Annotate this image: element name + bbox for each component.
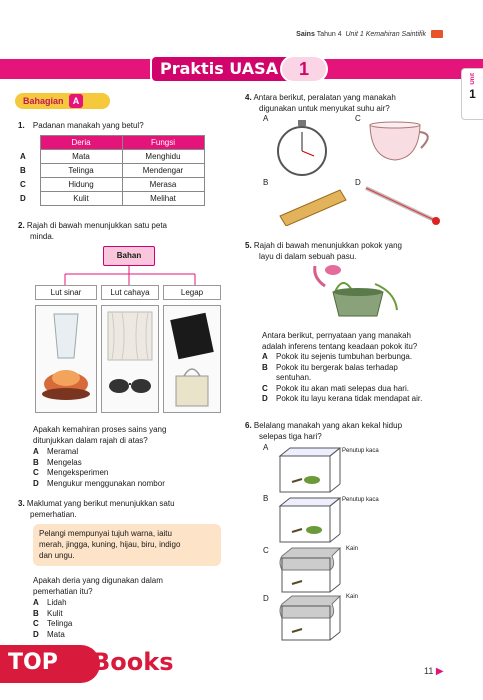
unit-tab-label: Unit bbox=[469, 73, 476, 85]
option-item[interactable]: B Mengelas bbox=[33, 457, 82, 467]
tank-c[interactable] bbox=[278, 544, 342, 596]
unit-tab bbox=[461, 68, 483, 120]
cloth-covered-tank-image bbox=[278, 592, 342, 642]
signal-icon bbox=[431, 30, 443, 38]
cloth-covered-tank-image bbox=[278, 544, 342, 594]
option-label-b: B bbox=[263, 178, 269, 187]
subject-label: Sains bbox=[296, 30, 315, 38]
unit-label: Unit 1 Kemahiran Saintifik bbox=[345, 30, 427, 38]
senses-table bbox=[20, 135, 205, 206]
tank-label-d: D bbox=[263, 594, 269, 603]
page-header bbox=[296, 30, 443, 38]
table-header-fungsi: Fungsi bbox=[122, 136, 204, 150]
mind-map-branch-lut-sinar: Lut sinar bbox=[35, 285, 97, 300]
tank-a[interactable] bbox=[278, 446, 342, 496]
question-2-text: Rajah di bawah menunjukkan satu peta bbox=[26, 221, 167, 230]
tank-d[interactable] bbox=[278, 592, 342, 644]
mind-map-lines bbox=[35, 266, 215, 286]
question-5-text: Rajah di bawah menunjukkan pokok yang bbox=[253, 241, 403, 250]
tank-label-a: A bbox=[263, 443, 269, 452]
question-1-number: 1. bbox=[18, 121, 25, 130]
mind-map-branch-legap: Legap bbox=[163, 285, 221, 300]
observation-note: Pelangi mempunyai tujuh warna, iaitu merah, jingga, kuning, hijau, biru, indigo dan ungu. bbox=[33, 524, 221, 566]
teacup-image[interactable] bbox=[365, 120, 440, 165]
table-row: C Hidung Merasa bbox=[20, 178, 204, 192]
table-row: A Mata Menghidu bbox=[20, 150, 204, 164]
tank-label-c: C bbox=[263, 546, 269, 555]
year-label: Tahun 4 bbox=[316, 30, 342, 38]
logo-top: TOP bbox=[8, 650, 58, 675]
option-item[interactable]: A Lidah bbox=[33, 598, 67, 607]
tank-b[interactable] bbox=[278, 496, 342, 546]
glass-tank-image bbox=[278, 446, 342, 494]
table-row: B Telinga Mendengar bbox=[20, 164, 204, 178]
question-5-options bbox=[262, 352, 462, 405]
option-item[interactable]: B Kulit bbox=[33, 608, 63, 618]
question-2-prompt: Apakah kemahiran proses sains yang ditunjukkan dalam rajah di atas? bbox=[33, 425, 167, 445]
section-header bbox=[15, 93, 110, 109]
option-item[interactable]: C Telinga bbox=[33, 619, 73, 628]
practice-banner bbox=[0, 55, 483, 83]
question-4: 4. Antara berikut, peralatan yang manakah digunakan untuk menyukat suhu air? bbox=[245, 93, 396, 113]
option-item[interactable]: D Mengukur menggunakan nombor bbox=[33, 478, 165, 488]
mind-map-column-legap bbox=[163, 305, 221, 413]
tank-a-cover-label: Penutup kaca bbox=[342, 448, 379, 454]
option-item-continued: sentuhan. bbox=[276, 373, 312, 382]
mind-map-column-lut-sinar bbox=[35, 305, 97, 413]
tank-d-cover-label: Kain bbox=[346, 594, 359, 600]
table-row: D Kulit Melihat bbox=[20, 192, 204, 206]
tank-label-b: B bbox=[263, 494, 269, 503]
option-item[interactable]: A Pokok itu sejenis tumbuhan berbunga. bbox=[262, 352, 413, 361]
stopwatch-image[interactable] bbox=[272, 118, 332, 176]
glass-and-cup-image bbox=[36, 306, 96, 412]
question-2: 2. Rajah di bawah menunjukkan satu peta minda. bbox=[18, 221, 167, 241]
thermometer-image[interactable] bbox=[362, 184, 447, 229]
question-6-text: Belalang manakah yang akan kekal hidup bbox=[253, 421, 403, 430]
question-6: 6. Belalang manakah yang akan kekal hidup selepas tiga hari? bbox=[245, 421, 403, 441]
question-3-options bbox=[33, 598, 72, 640]
option-item[interactable]: C Pokok itu akan mati selepas dua hari. bbox=[262, 383, 409, 393]
tank-c-cover-label: Kain bbox=[346, 546, 359, 552]
question-1 bbox=[18, 120, 144, 131]
banner-number: 1 bbox=[280, 55, 328, 83]
option-label-a: A bbox=[263, 114, 269, 123]
option-item[interactable]: D Mata bbox=[33, 629, 65, 639]
unit-tab-number: 1 bbox=[469, 86, 476, 101]
question-4-text: Antara berikut, peralatan yang manakah bbox=[253, 93, 396, 102]
ruler-image[interactable] bbox=[278, 186, 348, 226]
question-5: 5. Rajah di bawah menunjukkan pokok yang layu di dalam sebuah pasu. bbox=[245, 241, 403, 261]
logo-books: Books bbox=[92, 648, 174, 676]
mind-map-column-lut-cahaya bbox=[101, 305, 159, 413]
book-and-bag-image bbox=[164, 306, 220, 412]
option-item[interactable]: A Meramal bbox=[33, 447, 79, 456]
table-header-deria: Deria bbox=[40, 136, 122, 150]
question-3-prompt: Apakah deria yang digunakan dalam pemerhatian itu? bbox=[33, 576, 163, 596]
question-2-options bbox=[33, 447, 165, 489]
play-arrow-icon: ▶ bbox=[435, 666, 444, 677]
option-item[interactable]: C Mengeksperimen bbox=[33, 468, 109, 477]
option-label-d: D bbox=[355, 178, 361, 187]
banner-title: Praktis UASA bbox=[150, 55, 300, 83]
glass-tank-image bbox=[278, 496, 342, 544]
top-logo-badge bbox=[0, 645, 100, 683]
curtain-and-sunglasses-image bbox=[102, 306, 158, 412]
wilted-plant-image bbox=[305, 262, 415, 322]
tank-b-cover-label: Penutup kaca bbox=[342, 497, 379, 503]
mind-map-root: Bahan bbox=[103, 246, 155, 266]
mind-map-branch-lut-cahaya: Lut cahaya bbox=[101, 285, 159, 300]
question-3: 3. Maklumat yang berikut menunjukkan satu pemerhatian. bbox=[18, 499, 175, 519]
option-item[interactable]: B Pokok itu bergerak balas terhadap bbox=[262, 362, 398, 372]
section-label: Bahagian bbox=[23, 96, 64, 106]
option-item[interactable]: D Pokok itu layu kerana tidak mendapat air. bbox=[262, 394, 423, 403]
section-letter: A bbox=[69, 94, 83, 108]
page-number: 11 ▶ bbox=[424, 666, 444, 677]
question-5-prompt: Antara berikut, pernyataan yang manakah adalah inferens tentang keadaan pokok itu? bbox=[262, 331, 418, 351]
question-3-text: Maklumat yang berikut menunjukkan satu bbox=[26, 499, 175, 508]
option-label-c: C bbox=[355, 114, 361, 123]
question-1-text: Padanan manakah yang betul? bbox=[32, 121, 144, 130]
